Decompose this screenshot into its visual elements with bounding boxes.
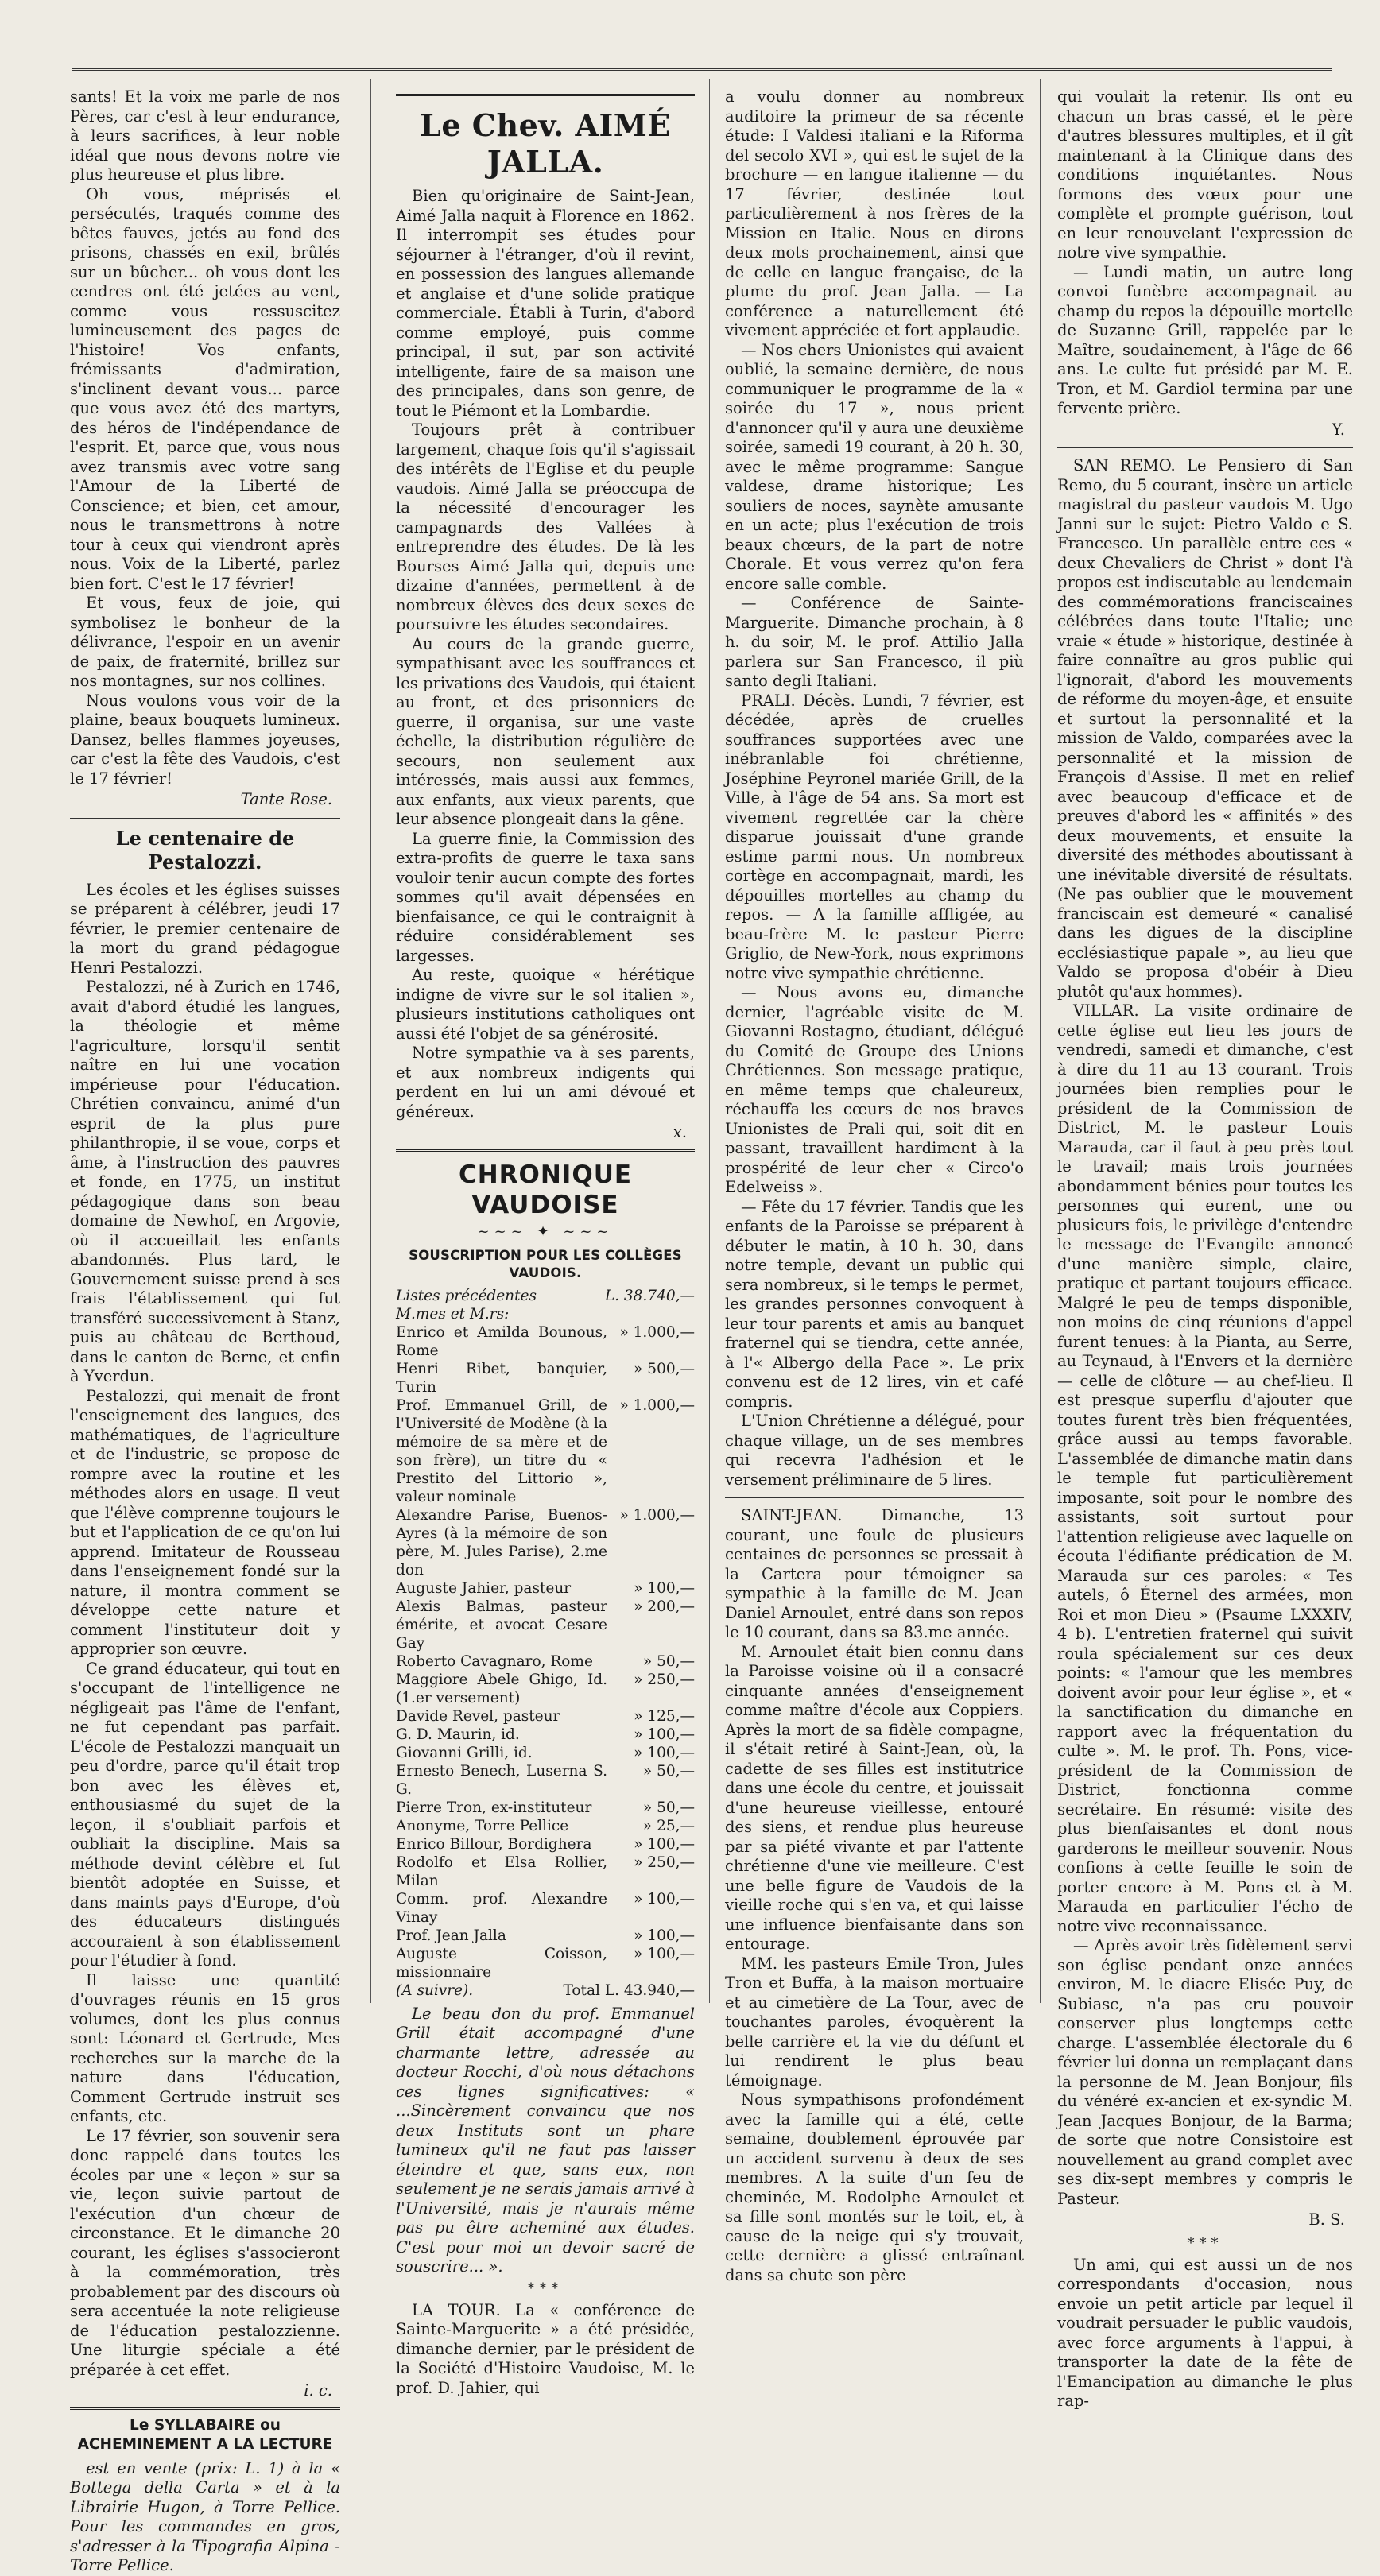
paragraph: Le 17 février, son souvenir sera donc rappelé dans toutes les écoles par une « leçon » sur sa vie, leçon suivie partout de l'exécution d'un chœur de circonstance. Et le dimanche 20 courant, les églises s'associeront à la commémoration, très probablement par des discours où sera accentuée la note religieuse de l'éducation pestalozzienne. Une liturgie spéciale a été préparée à cet effet. (70, 2126, 340, 2379)
place-name: VILLAR. (1073, 1001, 1139, 1020)
donor-name: Prof. Jean Jalla (396, 1927, 506, 1944)
paragraph: M. Arnoulet était bien connu dans la Paroisse voisine où il a consacré cinquante années d'enseignement comme maître d'école aux Coppiers. Après la mort de sa fidèle compagne, il s'était retiré à Saint-Jean, où, la cadette de ses filles est institutrice dans une école du centre, et jouissait d'une heureuse vieillesse, entouré des siens, et rendue plus heureuse par sa piété vivante et par l'attente chrétienne d'une vie meilleure. C'est une belle figure de Vaudois de la vieille roche qui s'en va, et qui laisse une influence bienfaisante dans son entourage. (725, 1642, 1024, 1953)
subscription-donors-label (396, 1305, 695, 1323)
donor-amount: » 100,— (634, 1927, 695, 1944)
subscription-table (396, 1323, 695, 1981)
subscription-row (396, 1506, 695, 1579)
subscription-row (396, 1396, 695, 1506)
villar-text: La visite ordinaire de cette église eut lieu les jours de vendredi, samedi et dimanche, c'est à dire du 11 au 13 courant. Trois journées bien remplies pour le président de la Commission de District, M. le pasteur Louis Marauda, car il faut à peu près tout le travail; mais trois journées abondamment bénies pour toutes les personnes qui eurent, une ou plusieurs fois, le privilège d'entendre le message de l'Evangile annoncé d'une manière simple, claire, pratique et partant toujours efficace. Malgré le peu de temps disponible, non moins de cinq réunions d'appel furent tenues: à la Pianta, au Serre, au Teynaud, à l'Envers et la dernière — celle de clôture — au chef-lieu. Il est presque superflu d'ajouter que toutes furent très bien fréquentées, grâce aussi au temps favorable. L'assemblée de dimanche matin dans le temple fut particulièrement imposante, soit pour le nombre des assistants, soit surtout pour l'attention religieuse avec laquelle on écouta l'édifiante prédication de M. Marauda sur ces paroles: « Tes autels, ô Éternel des armées, mon Roi et mon Dieu » (Psaume LXXXIV, 4 b). L'entretien fraternel qui suivit roula spécialement sur ces deux points: « l'amour que les membres doivent avoir pour leur église », et « la sanctification du dimanche en rapport avec la fréquentation du culte ». M. le prof. Th. Pons, vice-président de la Commission de District, fonctionna comme secrétaire. En résumé: visite des plus bienfaisantes et dont nous garderons le meilleur souvenir. Nous confions à cette feuille le soin de porter encore à M. Pons et à M. Marauda en particulier l'écho de notre vive reconnaissance. (1057, 1001, 1353, 1935)
donor-amount: » 50,— (642, 1799, 695, 1816)
donor-name: Maggiore Abele Ghigo, Id. (1.er versement) (396, 1671, 607, 1706)
paragraph: — Conférence de Sainte-Marguerite. Dimanche prochain, à 8 h. du soir, M. le prof. Attilio Jalla parlera sur San Francesco, il più santo degli Italiani. (725, 594, 1024, 690)
paragraph: a voulu donner au nombreux auditoire la primeur de sa récente étude: I Valdesi italiani e la Riforma del secolo XVI », qui est le sujet de la brochure — en langue italienne — du 17 février, destinée tout particulièrement à nos frères de la Mission en Italie. Nous en dirons deux mots prochainement, ainsi que de celle en langue française, de la plume du prof. Jean Jalla. — La conférence a naturellement été vivement appréciée et fort applaudie. (725, 87, 1024, 339)
subscription-row (396, 1817, 695, 1835)
section-rule (70, 2407, 340, 2410)
place-name: PRALI. (741, 691, 796, 710)
donor-amount: » 1.000,— (619, 1323, 695, 1341)
total-label: Total L. (563, 1981, 619, 1999)
subscription-row (396, 1762, 695, 1799)
subscription-row (396, 1579, 695, 1598)
subscription-row (396, 1799, 695, 1817)
paragraph: Nous voulons vous voir de la plaine, beaux bouquets lumineux. Dansez, belles flammes joyeuses, car c'est la fête des Vaudois, c'est le 17 février! (70, 691, 340, 788)
donor-name: Roberto Cavagnaro, Rome (396, 1652, 593, 1670)
place-name: SAINT-JEAN. (741, 1506, 843, 1524)
donor-name: Auguste Jahier, pasteur (396, 1579, 572, 1597)
donor-name: Comm. prof. Alexandre Vinay (396, 1890, 607, 1926)
syllabaire-notice: est en vente (prix: L. 1) à la « Bottega della Carta » et à la Librairie Hugon, à Torre Pellice. Pour les commandes en gros, s'adresser à la Tipografia Alpina - Torre Pellice. (70, 2458, 340, 2574)
saint-jean-text: Dimanche, 13 courant, une foule de plusieurs centaines de personnes se pressait à la Cartera pour témoigner sa sympathie à la famille de M. Jean Daniel Arnoulet, entré dans son repos le 10 courant, dans sa 83.me année. (725, 1506, 1025, 1641)
ornament: ~~~ ✦ ~~~ (477, 1222, 614, 1240)
donor-name: Enrico et Amilda Bounous, Rome (396, 1323, 607, 1359)
subscription-row (396, 1890, 695, 1927)
subscription-row (396, 1835, 695, 1854)
grill-letter: Le beau don du prof. Emmanuel Grill était accompagné d'une charmante lettre, adressée au docteur Rocchi, d'où nous détachons ces lignes significatives: « ...Sincèrement convaincu que nos deux Instituts sont un phare lumineux qu'il ne faut pas laisser éteindre et que, sans eux, non seulement je ne serais jamais arrivé à l'Université, mais je n'aurais même pas pu être acheminé aux études. C'est pour moi un devoir sacré de souscrire... ». (396, 2004, 695, 2276)
donor-name: Alexandre Parise, Buenos-Ayres (à la mémoire de son père, M. Jules Parise), 2.me don (396, 1506, 607, 1579)
latour-paragraph (396, 2301, 695, 2399)
subscription-total (396, 1981, 695, 2000)
paragraph: Les écoles et les églises suisses se préparent à célébrer, jeudi 17 février, le premier centenaire de la mort du grand pédagogue Henri Pestalozzi. (70, 880, 340, 977)
signature: x. (673, 1123, 687, 1141)
donor-amount: » 200,— (634, 1598, 695, 1615)
column-2 (396, 87, 695, 2397)
section-rule (1057, 447, 1353, 448)
total-amount: 43.940,— (623, 1981, 695, 1999)
place-name: SAN REMO. (1073, 456, 1176, 475)
column-4 (1057, 87, 1353, 2410)
donor-amount: » 125,— (634, 1707, 695, 1725)
donor-amount: » 100,— (634, 1744, 695, 1761)
donor-amount: » 500,— (634, 1360, 695, 1377)
donor-amount: » 100,— (634, 1726, 695, 1743)
donor-amount: » 50,— (642, 1652, 695, 1670)
paragraph: — Nos chers Unionistes qui avaient oublié, la semaine dernière, de nous communiquer le programme de la « soirée du 17 », nous prient d'annoncer qu'il y aura une deuxième soirée, samedi 19 courant, à 20 h. 30, avec le même programme: Sangue valdese, drame historique; Les souliers de noces, saynète amusante en un acte; plus l'exécution de trois beaux chœurs, de la part de notre Chorale. Et vous verrez qu'on fera encore salle comble. (725, 340, 1024, 593)
donor-amount: » 50,— (642, 1762, 695, 1780)
donor-amount: » 100,— (634, 1890, 695, 1908)
section-rule (725, 1497, 1024, 1498)
section-rule (70, 818, 340, 819)
donor-amount: » 100,— (634, 1835, 695, 1853)
donor-name: Ernesto Benech, Luserna S. G. (396, 1762, 607, 1798)
jalla-headline: Le Chev. AIMÉ JALLA. (420, 107, 671, 180)
donor-name: Enrico Billour, Bordighera (396, 1835, 592, 1853)
donor-name: Pierre Tron, ex-instituteur (396, 1799, 592, 1816)
paragraph: Notre sympathie va à ses parents, et aux nombreux indigents qui perdent en lui un ami dévoué et généreux. (396, 1044, 695, 1121)
paragraph: Il laisse une quantité d'ouvrages réunis en 15 gros volumes, dont les plus connus sont: Léonard et Gertrude, Mes recherches sur la marche de la nature dans l'éducation, Comment Gertrude instruit ses enfants, etc. (70, 1970, 340, 2125)
subscription-row (396, 1726, 695, 1744)
subscription-previous (396, 1287, 695, 1305)
stars-separator: *** (1187, 2234, 1223, 2252)
signature: Y. (1332, 420, 1345, 439)
donor-name: G. D. Maurin, id. (396, 1726, 520, 1743)
pestalozzi-headline: Le centenaire de Pestalozzi. (115, 826, 295, 874)
previous-label: Listes précédentes (396, 1287, 537, 1304)
paragraph: MM. les pasteurs Emile Tron, Jules Tron et Buffa, à la maison mortuaire et au cimetière de La Tour, avec de touchantes paroles, évoquèrent la belle carrière et la vie du défunt et lui rendirent le plus beau témoignage. (725, 1954, 1024, 2090)
subscription-row (396, 1707, 695, 1726)
prali-paragraph (725, 691, 1024, 984)
donor-name: Prof. Emmanuel Grill, de l'Université de Modène (à la mémoire de sa mère et de son frère), un titre du « Prestito del Littorio », valeur nominale (396, 1396, 607, 1505)
paragraph: Pestalozzi, né à Zurich en 1746, avait d'abord étudié les langues, la théologie et même l'agriculture, lorsqu'il sentit naître en lui une vocation impérieuse pour l'éducation. Chrétien convaincu, animé d'un esprit de la plus pure philanthropie, il se voue, corps et âme, à l'instruction des pauvres et fonde, en 1775, un institut pédagogique dans son beau domaine de Newhof, en Argovie, où il accueillait les enfants abandonnés. Plus tard, le Gouvernement suisse prend à ses frais l'établissement qui fut transféré successivement à Stanz, puis au château de Berthoud, dans le canton de Berne, et enfin à Yverdun. (70, 978, 340, 1385)
paragraph: Au reste, quoique « hérétique indigne de vivre sur le sol italien », plusieurs institutions catholiques ont aussi été l'objet de sa générosité. (396, 966, 695, 1043)
subscription-row (396, 1854, 695, 1890)
column-3 (725, 87, 1025, 2284)
donor-amount: » 250,— (634, 1854, 695, 1871)
paragraph: — Nous avons eu, dimanche dernier, l'agréable visite de M. Giovanni Rostagno, étudiant, délégué du Comité de Groupe des Unions Chrétiennes. Son message pratique, en même temps que chaleureux, réchauffa les cœurs de nos braves Unionistes de Prali qui, soit dit en passant, travaillent hardiment à la prospérité de leur cher « Circo'o Edelweiss ». (725, 983, 1024, 1196)
signature: B. S. (1308, 2210, 1345, 2229)
paragraph: Pestalozzi, qui menait de front l'enseignement des langues, des mathématiques, de l'agriculture et de l'industrie, se propose de rompre avec la routine et les méthodes alors en usage. Il veut que l'élève comprenne toujours le but et l'application de ce qu'on lui apprend. Imitateur de Rousseau dans l'enseignement fondé sur la nature, il montra comment se développe cette nature et comment l'instituteur doit y approprier son œuvre. (70, 1386, 340, 1658)
column-1 (70, 87, 340, 2574)
donor-name: Alexis Balmas, pasteur émérite, et avocat Cesare Gay (396, 1598, 607, 1652)
donor-amount: » 1.000,— (619, 1396, 695, 1414)
paragraph: Au cours de la grande guerre, sympathisant avec les souffrances et les privations des Vaudois, qui étaient au front, et des prisonniers de guerre, il organisa, sur une vaste échelle, la distribution régulière de secours, non seulement aux intéressés, mais aussi aux femmes, aux enfants, aux vieux parents, que leur absence plongeait dans la gêne. (396, 634, 695, 828)
paragraph: — Fête du 17 février. Tandis que les enfants de la Paroisse se préparent à débuter le matin, à 10 h. 30, dans notre temple, devant un public qui sera nombreux, si le temps le permet, les grandes personnes convoquent à leur tour parents et amis au banquet fraternel qui se tiendra, cette année, à l'« Albergo della Pace ». Le prix convenu est de 12 lires, vin et café compris. (725, 1197, 1024, 1411)
column-separator (370, 79, 371, 2003)
column-separator (1040, 79, 1041, 2003)
previous-amount: L. 38.740,— (604, 1287, 695, 1304)
paragraph: La guerre finie, la Commission des extra-profits de guerre le taxa sans vouloir tenir aucun compte des fortes sommes qu'il avait dépensées en bienfaisance, ce qui le contraignit à réduire considérablement ses largesses. (396, 829, 695, 965)
prali-text: Décès. Lundi, 7 février, est décédée, après de cruelles souffrances supportées avec une inébranlable foi chrétienne, Joséphine Peyronel mariée Grill, de la Ville, à l'âge de 54 ans. Sa mort est vivement regrettée car la chère disparue jouissait d'une grande estime parmi nous. Un nombreux cortège en accompagnait, mardi, les dépouilles mortelles au champ du repos. — A la famille affligée, au beau-frère M. le pasteur Pierre Griglio, de New-York, nous exprimons notre vive sympathie chrétienne. (725, 691, 1024, 982)
donors-label: M.mes et M.rs: (396, 1305, 510, 1323)
donor-amount: » 1.000,— (619, 1506, 695, 1524)
subscription-row (396, 1598, 695, 1652)
total-line (564, 1981, 695, 2000)
subscription-row (396, 1945, 695, 1981)
donor-name: Giovanni Grilli, id. (396, 1744, 533, 1761)
chronique-headline: CHRONIQUE VAUDOISE (458, 1160, 633, 1219)
paragraph: Bien qu'originaire de Saint-Jean, Aimé Jalla naquit à Florence en 1862. Il interrompit ses études pour séjourner à l'étranger, d'où il revint, en possession des langues allemande et anglaise et d'une solide pratique commerciale. Établi à Turin, d'abord comme employé, puis comme principal, il sut, par son activité intelligente, faire de sa maison une des principales, dans son genre, de tout le Piémont et la Lombardie. (396, 187, 695, 420)
villar-paragraph (1057, 1001, 1353, 1936)
san-remo-text: Le Pensiero di San Remo, du 5 courant, insère un article magistral du pasteur vaudois M. Ugo Janni sur le sujet: Pietro Valdo e S. Francesco. Un parallèle entre ces « deux Chevaliers de Christ » dont l'à propos est indiscutable au lendemain des commémorations franciscaines célébrées dans toute l'Italie; une vraie « étude » historique, destinée à faire connaître au gros public qui l'ignorait, d'abord les mouvements de réforme du moyen-âge, et ensuite et surtout la personnalité et la mission de Valdo, comparées avec la personnalité et la mission de François d'Assise. Il met en relief avec beaucoup d'efficace et de preuves d'abord les « affinités » des deux mouvements, et ensuite la diversité des méthodes aboutissant à une inévitable diversité de résultats. (Ne pas oublier que le mouvement franciscain est demeuré « canalisé dans les digues de la discipline ecclésiastique papale », au lieu que Valdo se proposa d'obéir à Dieu plutôt qu'aux hommes). (1057, 456, 1353, 1001)
saint-jean-paragraph (725, 1506, 1024, 1643)
paragraph: Nous sympathisons profondément avec la famille qui a été, cette semaine, doublement éprouvée par un accident survenu à deux de ses membres. A la suite d'un feu de cheminée, M. Rodolphe Arnoulet et sa fille sont montés sur le toit, et, à cause de la neige qui s'y trouvait, cette dernière a glissé entraînant dans sa chute son père (725, 2090, 1024, 2284)
paragraph: Toujours prêt à contribuer largement, chaque fois qu'il s'agissait des intérêts de l'Eglise et du peuple vaudois. Aimé Jalla se préoccupa de la nécessité d'encourager les campagnards des Vallées à entreprendre des études. De là les Bourses Aimé Jalla qui, depuis une dizaine d'années, permettent à de nombreux élèves des deux sexes de poursuivre les études secondaires. (396, 420, 695, 633)
signature: Tante Rose. (240, 790, 332, 808)
donor-name: Anonyme, Torre Pellice (396, 1817, 569, 1834)
paragraph: Oh vous, méprisés et persécutés, traqués comme des bêtes fauves, jetés au fond des prisons, chassés en exil, brûlés sur un bûcher... oh vous dont les cendres ont été jetées au vent, comme vous ressuscitez lumineusement des pages de l'histoire! Vos enfants, frémissants d'admiration, s'inclinent devant vous... parce que vous avez été des martyrs, des héros de l'indépendance de l'esprit. Et, parce que, vous nous avez transmis avec votre sang l'Amour de la Liberté de Conscience; et bien, cet amour, nous le transmettrons à notre tour à ceux qui viendront après nous. Voix de la Liberté, parlez bien fort. C'est le 17 février! (70, 184, 340, 593)
section-rule (396, 1149, 695, 1152)
paragraph: L'Union Chrétienne a délégué, pour chaque village, un de ses membres qui recevra l'adhésion et le versement préliminaire de 5 lires. (725, 1412, 1024, 1489)
donor-name: Henri Ribet, banquier, Turin (396, 1360, 607, 1396)
to-follow: (A suivre). (396, 1981, 474, 1999)
subscription-row (396, 1323, 695, 1360)
subscription-headline: SOUSCRIPTION POUR LES COLLÈGES VAUDOIS. (409, 1247, 682, 1280)
paragraph: Un ami, qui est aussi un de nos correspondants d'occasion, nous envoie un petit article par lequel il voudrait persuader le public vaudois, avec force arguments à l'appui, à transporter la date de la fête de l'Emancipation au dimanche le plus rap- (1057, 2255, 1353, 2410)
paragraph: — Lundi matin, un autre long convoi funèbre accompagnait au champ du repos la dépouille mortelle de Suzanne Grill, rappelée par le Maître, soudainement, à l'âge de 66 ans. Le culte fut présidé par M. E. Tron, et M. Gardiol termina par une fervente prière. (1057, 262, 1353, 417)
donor-name: Rodolfo et Elsa Rollier, Milan (396, 1854, 607, 1889)
place-name: LA TOUR. (412, 2300, 501, 2319)
latour-text: La « conférence de Sainte-Marguerite » a été présidée, dimanche dernier, par le président de la Société d'Histoire Vaudoise, M. le prof. D. Jahier, qui (396, 2300, 695, 2397)
paragraph: — Après avoir très fidèlement servi son église pendant onze années environ, M. le diacre Elisée Puy, de Subiasc, n'a pas cru pouvoir conserver plus longtemps cette charge. L'assemblée électorale du 6 février lui donna un remplaçant dans la personne de M. Jean Bonjour, fils du vénéré ex-ancien et ex-syndic M. Jean Jacques Bonjour, de la Barma; de sorte que notre Consistoire est nouvellement au grand complet avec ses dix-sept membres y compris le Pasteur. (1057, 1936, 1353, 2208)
signature: i. c. (304, 2381, 332, 2400)
paragraph: qui voulait la retenir. Ils ont eu chacun un bras cassé, et le père d'autres blessures multiples, et il gît maintenant à la Clinique dans des conditions inquiétantes. Nous formons des vœux pour une complète et prompte guérison, tout en leur renouvelant l'expression de notre vive sympathie. (1057, 87, 1353, 261)
section-rule (396, 94, 695, 96)
san-remo-paragraph (1057, 456, 1353, 1001)
donor-amount: » 100,— (634, 1945, 695, 1962)
donor-amount: » 100,— (634, 1579, 695, 1597)
stars-separator: *** (527, 2280, 564, 2297)
column-separator (709, 79, 710, 2003)
paragraph: sants! Et la voix me parle de nos Pères, car c'est à leur endurance, à leurs sacrifices, à leur noble idéal que nous devons notre vie plus heureuse et plus libre. (70, 87, 340, 184)
subscription-row (396, 1652, 695, 1671)
subscription-row (396, 1744, 695, 1762)
donor-amount: » 250,— (634, 1671, 695, 1688)
subscription-row (396, 1927, 695, 1945)
subscription-row (396, 1360, 695, 1396)
paragraph: Ce grand éducateur, qui tout en s'occupant de l'intelligence ne négligeait pas l'âme de l'enfant, ne fut cependant pas parfait. L'école de Pestalozzi manquait un peu d'ordre, parce qu'il était trop bon avec les élèves et, enthousiasmé du sujet de la leçon, il s'oubliait parfois et oubliait la discipline. Mais sa méthode devint célèbre et fut bientôt adoptée en Suisse, et dans maints pays d'Europe, d'où des éducateurs distingués accouraient à son établissement pour l'étudier à fond. (70, 1659, 340, 1970)
donor-name: Auguste Coisson, missionnaire (396, 1945, 607, 1981)
donor-amount: » 25,— (642, 1817, 695, 1834)
masthead-rule (72, 68, 1332, 71)
syllabaire-headline: Le SYLLABAIRE ou ACHEMINEMENT A LA LECTURE (77, 2416, 333, 2453)
subscription-row (396, 1671, 695, 1707)
paragraph: Et vous, feux de joie, qui symbolisez le bonheur de la délivrance, l'espoir en un avenir de paix, de fraternité, brillez sur nos montagnes, sur nos collines. (70, 594, 340, 690)
donor-name: Davide Revel, pasteur (396, 1707, 560, 1725)
